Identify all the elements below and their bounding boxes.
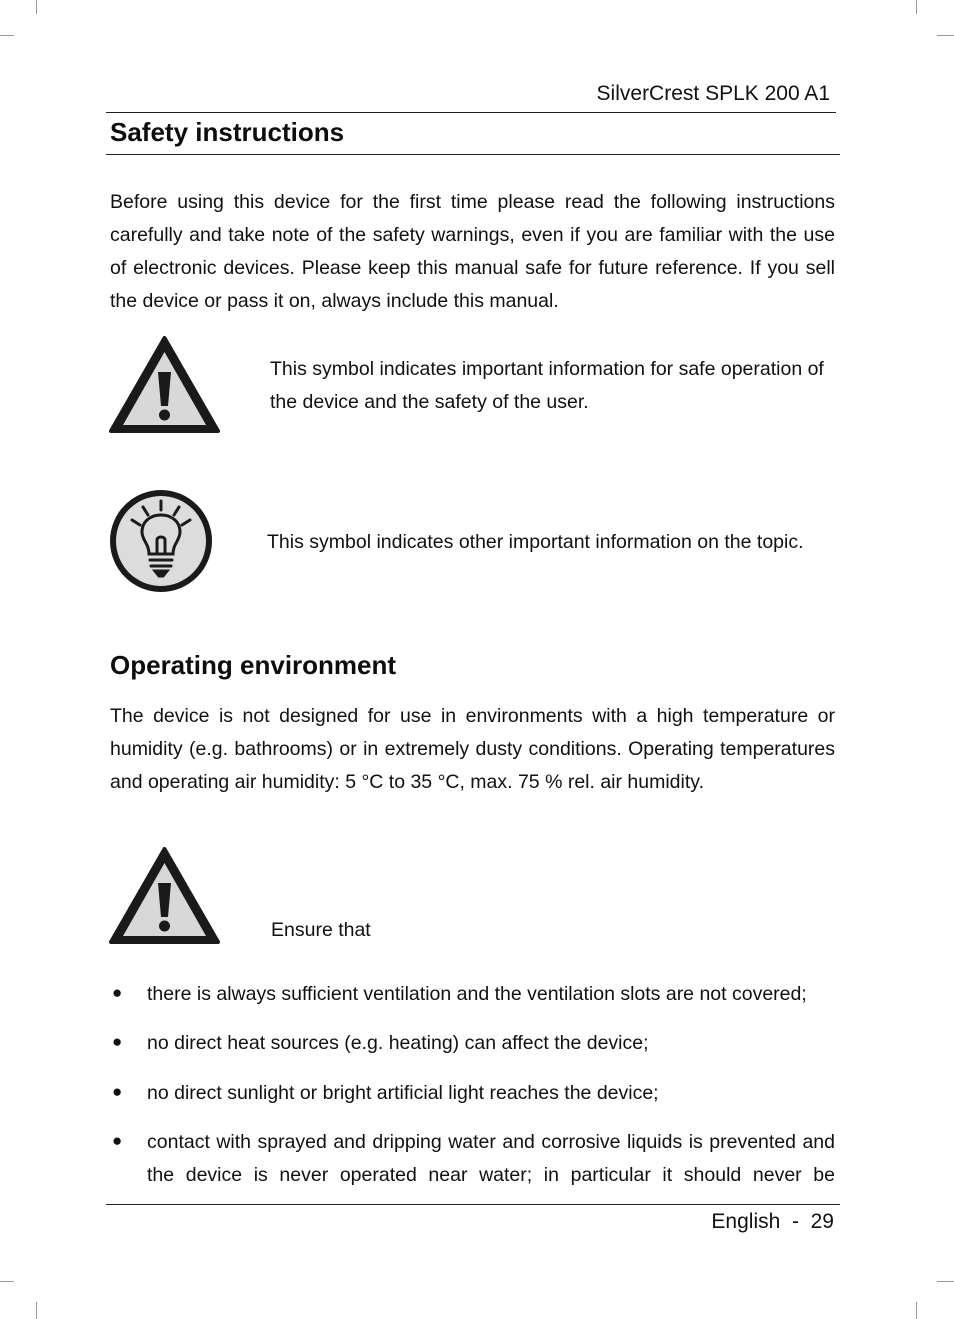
crop-mark — [0, 35, 14, 36]
list-item: contact with sprayed and dripping water and corrosive liquids is prevented and the device is never operated near water; in particular it should never be — [147, 1131, 835, 1186]
crop-mark — [937, 1281, 954, 1282]
section-title-environment: Operating environment — [110, 650, 397, 680]
warning-note: This symbol indicates important information for safe operation of the device and the safety of the user. — [270, 358, 824, 413]
page-footer: English - 29 — [711, 1210, 834, 1233]
crop-mark — [36, 1302, 37, 1319]
crop-mark — [36, 0, 37, 14]
list-item: no direct heat sources (e.g. heating) can affect the device; — [147, 1032, 649, 1054]
section-rule — [106, 154, 840, 155]
list-item: no direct sunlight or bright artificial light reaches the device; — [147, 1082, 659, 1104]
crop-mark — [0, 1281, 14, 1282]
warning-triangle-icon — [108, 334, 221, 434]
lightbulb-icon — [108, 488, 214, 594]
bullet-marker: ● — [112, 1082, 123, 1101]
list-item: there is always sufficient ventilation and the ventilation slots are not covered; — [147, 983, 807, 1005]
warning-triangle-icon — [108, 845, 221, 945]
bullet-marker: ● — [112, 983, 123, 1002]
crop-mark — [937, 35, 954, 36]
section-title-safety: Safety instructions — [110, 117, 345, 147]
crop-mark — [916, 0, 917, 14]
ensure-label: Ensure that — [271, 919, 371, 941]
environment-body: The device is not designed for use in environments with a high temperature or humidity (e.g. bathrooms) or in extremely dusty conditions. Operating temperatures and operating air humidity: 5 °C to 35 °C, max. 75 % rel. air humidity. — [110, 705, 835, 793]
info-note: This symbol indicates other important information on the topic. — [267, 531, 804, 553]
footer-rule — [106, 1204, 840, 1205]
header-rule — [106, 112, 836, 113]
crop-mark — [916, 1302, 917, 1319]
safety-intro: Before using this device for the first time please read the following instructions carefully and take note of the safety warnings, even if you are familiar with the use of electronic devices. Please keep this manual safe for future reference. If you sell the device or pass it on, always include this manual. — [110, 191, 835, 312]
header-brand: SilverCrest SPLK 200 A1 — [596, 82, 830, 105]
bullet-marker: ● — [112, 1131, 123, 1150]
bullet-marker: ● — [112, 1032, 123, 1051]
